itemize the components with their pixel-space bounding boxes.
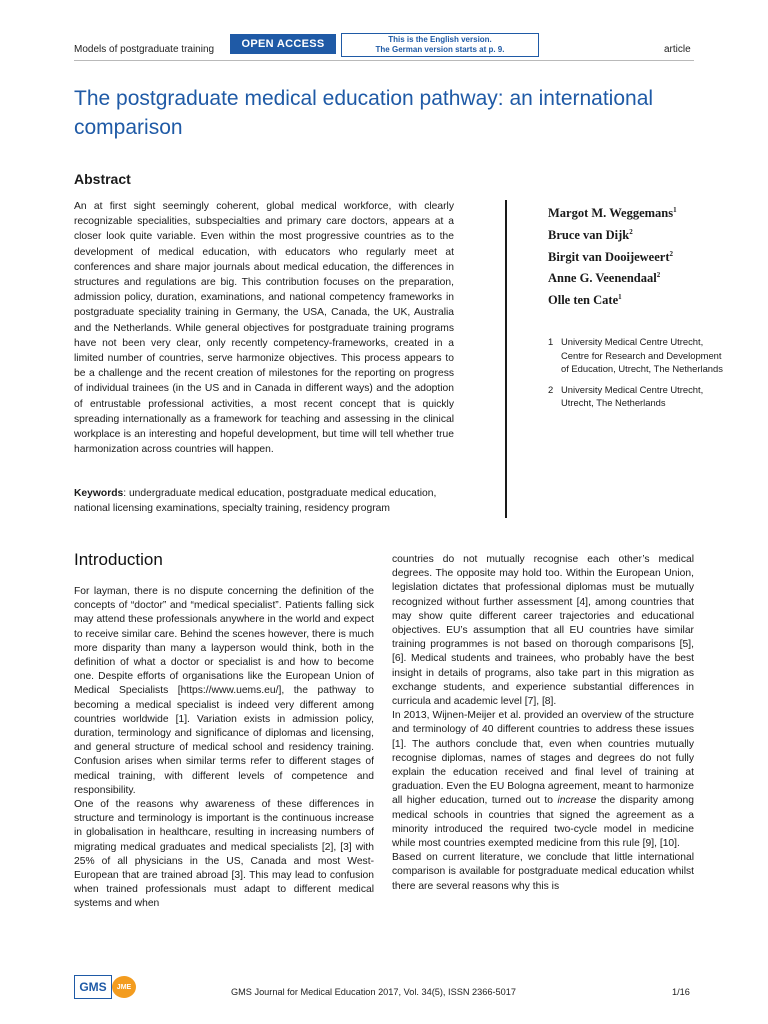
article-type-label: article (664, 44, 691, 55)
abstract-heading: Abstract (74, 171, 131, 187)
affiliation-text: University Medical Centre Utrecht, Utrecht, The Netherlands (561, 383, 704, 408)
version-notice-line-1: This is the English version. (388, 35, 492, 44)
running-header-section: Models of postgraduate training (74, 44, 215, 55)
author-name: Olle ten Cate$^1$ (548, 293, 622, 308)
paragraph: Based on current literature, we conclude that little international comparison is available for postgraduate medical education whilst there are several reasons why this is (392, 852, 694, 892)
version-notice-line-2: The German version starts at p. 9. (375, 45, 505, 54)
body-column-right (392, 553, 694, 894)
author-name: Anne G. Veenendaal$^2$ (548, 271, 661, 286)
article-title: The postgraduate medical education pathway: an international comparison (74, 87, 654, 139)
keywords (74, 486, 454, 516)
paragraph: One of the reasons why awareness of these differences in structure and terminology is important is the continuous increase in globalisation in healthcare, resulting in increasing numbers of migrating medical graduates and medical specialists [2], [3] with 25% of all physicians in the US, Canada and most West-European that are trained abroad [3]. This may lead to confusion when trained professionals must adapt to different medical systems and when (74, 799, 374, 910)
affiliation-list (548, 335, 728, 417)
paragraph: In 2013, Wijnen-Meijer et al. provided an overview of the structure and terminology of 40 different countries to address these issues [1]. The authors conclude that, even when countries mutually recognise diplomas, names of stages and degrees do not fully explain the education received and final level of training at graduation. Even the EU Bologna agreement, meant to harmonize all higher education, turned out to increase the disparity among medical schools in countries that signed the agreement as a minority introduced the required two-cycle model in medicine while most countries exempted medicine from this rule [9], [10]. (392, 710, 694, 850)
affiliation-item (548, 335, 728, 376)
open-access-badge: OPEN ACCESS (230, 34, 336, 54)
abstract-text: An at first sight seemingly coherent, global medical workforce, with clearly recognizable specialities, subspecialties and primary care doctors, appears at a closer look quite variable. Even within the most progressive countries as to the development of medical education, with educators who regularly meet at conferences and share major journals about medical education, the differences in structures and regulations are big. This contribution focuses on the preparation, admission policy, duration, examinations, and national competency frameworks in postgraduate speciality training in Germany, the USA, Canada, the UK, Australia and the Netherlands. While general objectives for postgraduate training programs have not been very clear, only recently competency-frameworks, created in a limited number of countries, serve harmonize objectives. This process appears to be a challenge and the recent creation of milestones for the reporting on progress of individual trainees (in the US and in Canada in different ways) and the adoption of entrustable professional activities, a most recent concept that is quickly spreading internationally as a framework for teaching and assessing in the clinical workplace is an interesting and hopeful development, but time will tell whether true harmonization across countries will happen. (74, 201, 454, 456)
paragraph: countries do not mutually recognise each other’s medical degrees. The opposite may hold too. Within the European Union, legislation dictates that professional diplomas must be mutually recognized without further assessment [4], among countries that may show quite different career trajectories and educational objectives. EU’s assumption that all EU countries have similar training programmes is not based on thorough comparisons [5], [6]. Medical students and trainees, who probably have the best insight in details of programs, also take part in this migration as exchange students, and experience substantial differences in curricula and academic level [7], [8]. (392, 554, 694, 708)
affiliation-number: 1 (548, 336, 554, 347)
introduction-heading: Introduction (74, 550, 163, 569)
page-number: 1/16 (672, 987, 690, 997)
author-name: Birgit van Dooijeweert$^2$ (548, 249, 673, 264)
language-version-notice (341, 33, 539, 57)
paragraph: For layman, there is no dispute concerning the definition of the concepts of “doctor” and “medical specialist”. Patients falling sick may attend these professionals anywhere in the world and expect to receive similar care. Behind the scenes however, there is much more disparity than many a layperson would think, both in the definition of what a doctor or specialist is and how to become one. Despite efforts of organisations like the European Union of Medical Specialists [https://www.uems.eu/], the pathway to becoming a medical specialist is indeed very different among countries worldwide [1]. Variation exists in admission policy, duration, terminology and significance of diplomas and licensing, and general structure of medical school and residency training. Confusion arises when similar terms refer to different stages of medical training, with different levels of competence and responsibility. (74, 586, 374, 796)
affiliation-number: 2 (548, 383, 554, 395)
affiliation-text: University Medical Centre Utrecht, Centre for Research and Development of Education, Utrecht, The Netherlands (561, 336, 723, 374)
header-divider (74, 60, 694, 61)
affiliation-item (548, 383, 728, 410)
author-name: Bruce van Dijk$^2$ (548, 227, 633, 242)
jme-logo: JME (112, 976, 136, 998)
author-list (548, 201, 728, 310)
keywords-label: Keywords (74, 488, 124, 499)
journal-citation: GMS Journal for Medical Education 2017, Vol. 34(5), ISSN 2366-5017 (231, 987, 516, 997)
body-column-left (74, 585, 374, 912)
keywords-text: : undergraduate medical education, postgraduate medical education, national licensing examinations, specialty training, residency program (74, 488, 437, 515)
author-column-rule (505, 200, 507, 518)
gms-logo: GMS (74, 975, 112, 999)
author-name: Margot M. Weggemans$^1$ (548, 206, 677, 221)
